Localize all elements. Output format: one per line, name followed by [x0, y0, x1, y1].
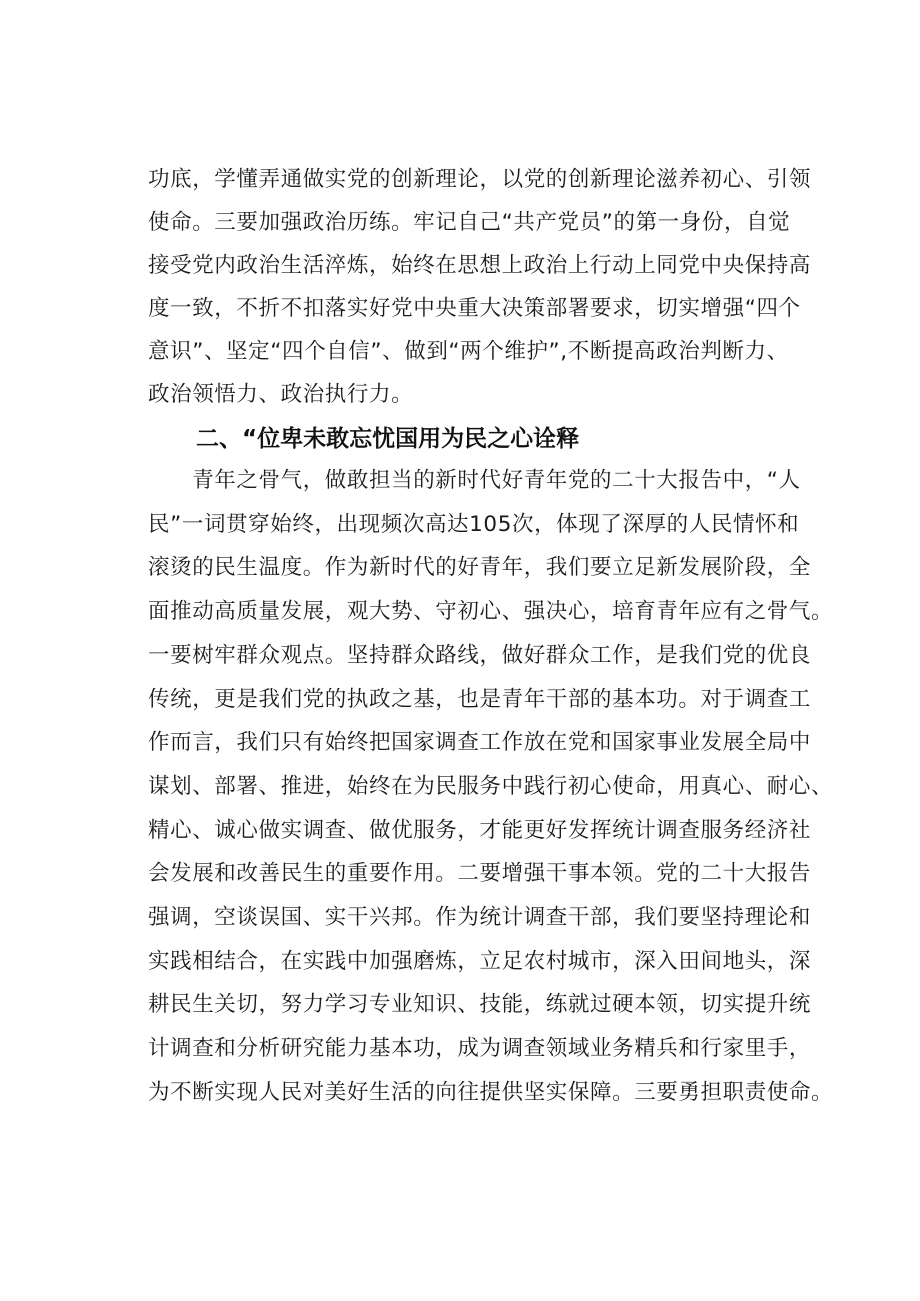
section-heading: 二、“位卑未敢忘忧国用为民之心诠释 — [196, 426, 580, 452]
text-line: 接受党内政治生活淬炼，始终在思想上政治上行动上同党中央保持高 — [148, 253, 812, 278]
text-line: 为不断实现人民对美好生活的向往提供坚实保障。三要勇担职责使命。 — [148, 1079, 834, 1105]
text-line: 精心、诚心做实调查、做优服务，才能更好发挥统计调查服务经济社 — [148, 817, 812, 843]
text-line: 耕民生关切，努力学习专业知识、技能，练就过硬本领，切实提升统 — [148, 992, 812, 1018]
text-line: 滚烫的民生温度。作为新时代的好青年，我们要立足新发展阶段，全 — [148, 555, 812, 581]
text-line: 民”一词贯穿始终，出现频次高达105次，体现了深厚的人民情怀和 — [148, 511, 800, 537]
text-line: 青年之骨气，做敢担当的新时代好青年党的二十大报告中，“人 — [148, 468, 801, 493]
text-line: 度一致，不折不扣落实好党中央重大决策部署要求，切实增强“四个 — [148, 296, 801, 321]
text-line: 强调，空谈误国、实干兴邦。作为统计调查干部，我们要坚持理论和 — [148, 905, 812, 930]
text-line: 使命。三要加强政治历练。牢记自己“共产党员”的第一身份，自觉 — [148, 210, 791, 235]
text-line: 一要树牢群众观点。坚持群众路线，做好群众工作，是我们党的优良 — [148, 642, 812, 668]
text-line: 功底，学懂弄通做实党的创新理论，以党的创新理论滋养初心、引领 — [148, 167, 812, 192]
text-line: 会发展和改善民生的重要作用。二要增强干事本领。党的二十大报告 — [148, 861, 812, 887]
text-line: 计调查和分析研究能力基本功，成为调查领域业务精兵和行家里手， — [148, 1036, 812, 1062]
text-line: 谋划、部署、推进，始终在为民服务中践行初心使命，用真心、耐心、 — [148, 773, 834, 799]
text-line: 作而言，我们只有始终把国家调查工作放在党和国家事业发展全局中 — [148, 730, 812, 756]
text-line: 意识”、坚定“四个自信”、做到“两个维护”,不断提高政治判断力、 — [148, 339, 789, 364]
text-line: 实践相结合，在实践中加强磨炼，立足农村城市，深入田间地头，深 — [148, 948, 812, 974]
text-line: 政治领悟力、政治执行力。 — [148, 382, 414, 407]
text-line: 面推动高质量发展，观大势、守初心、强决心，培育青年应有之骨气。 — [148, 599, 834, 625]
text-line: 传统，更是我们党的执政之基，也是青年干部的基本功。对于调查工 — [148, 686, 812, 712]
